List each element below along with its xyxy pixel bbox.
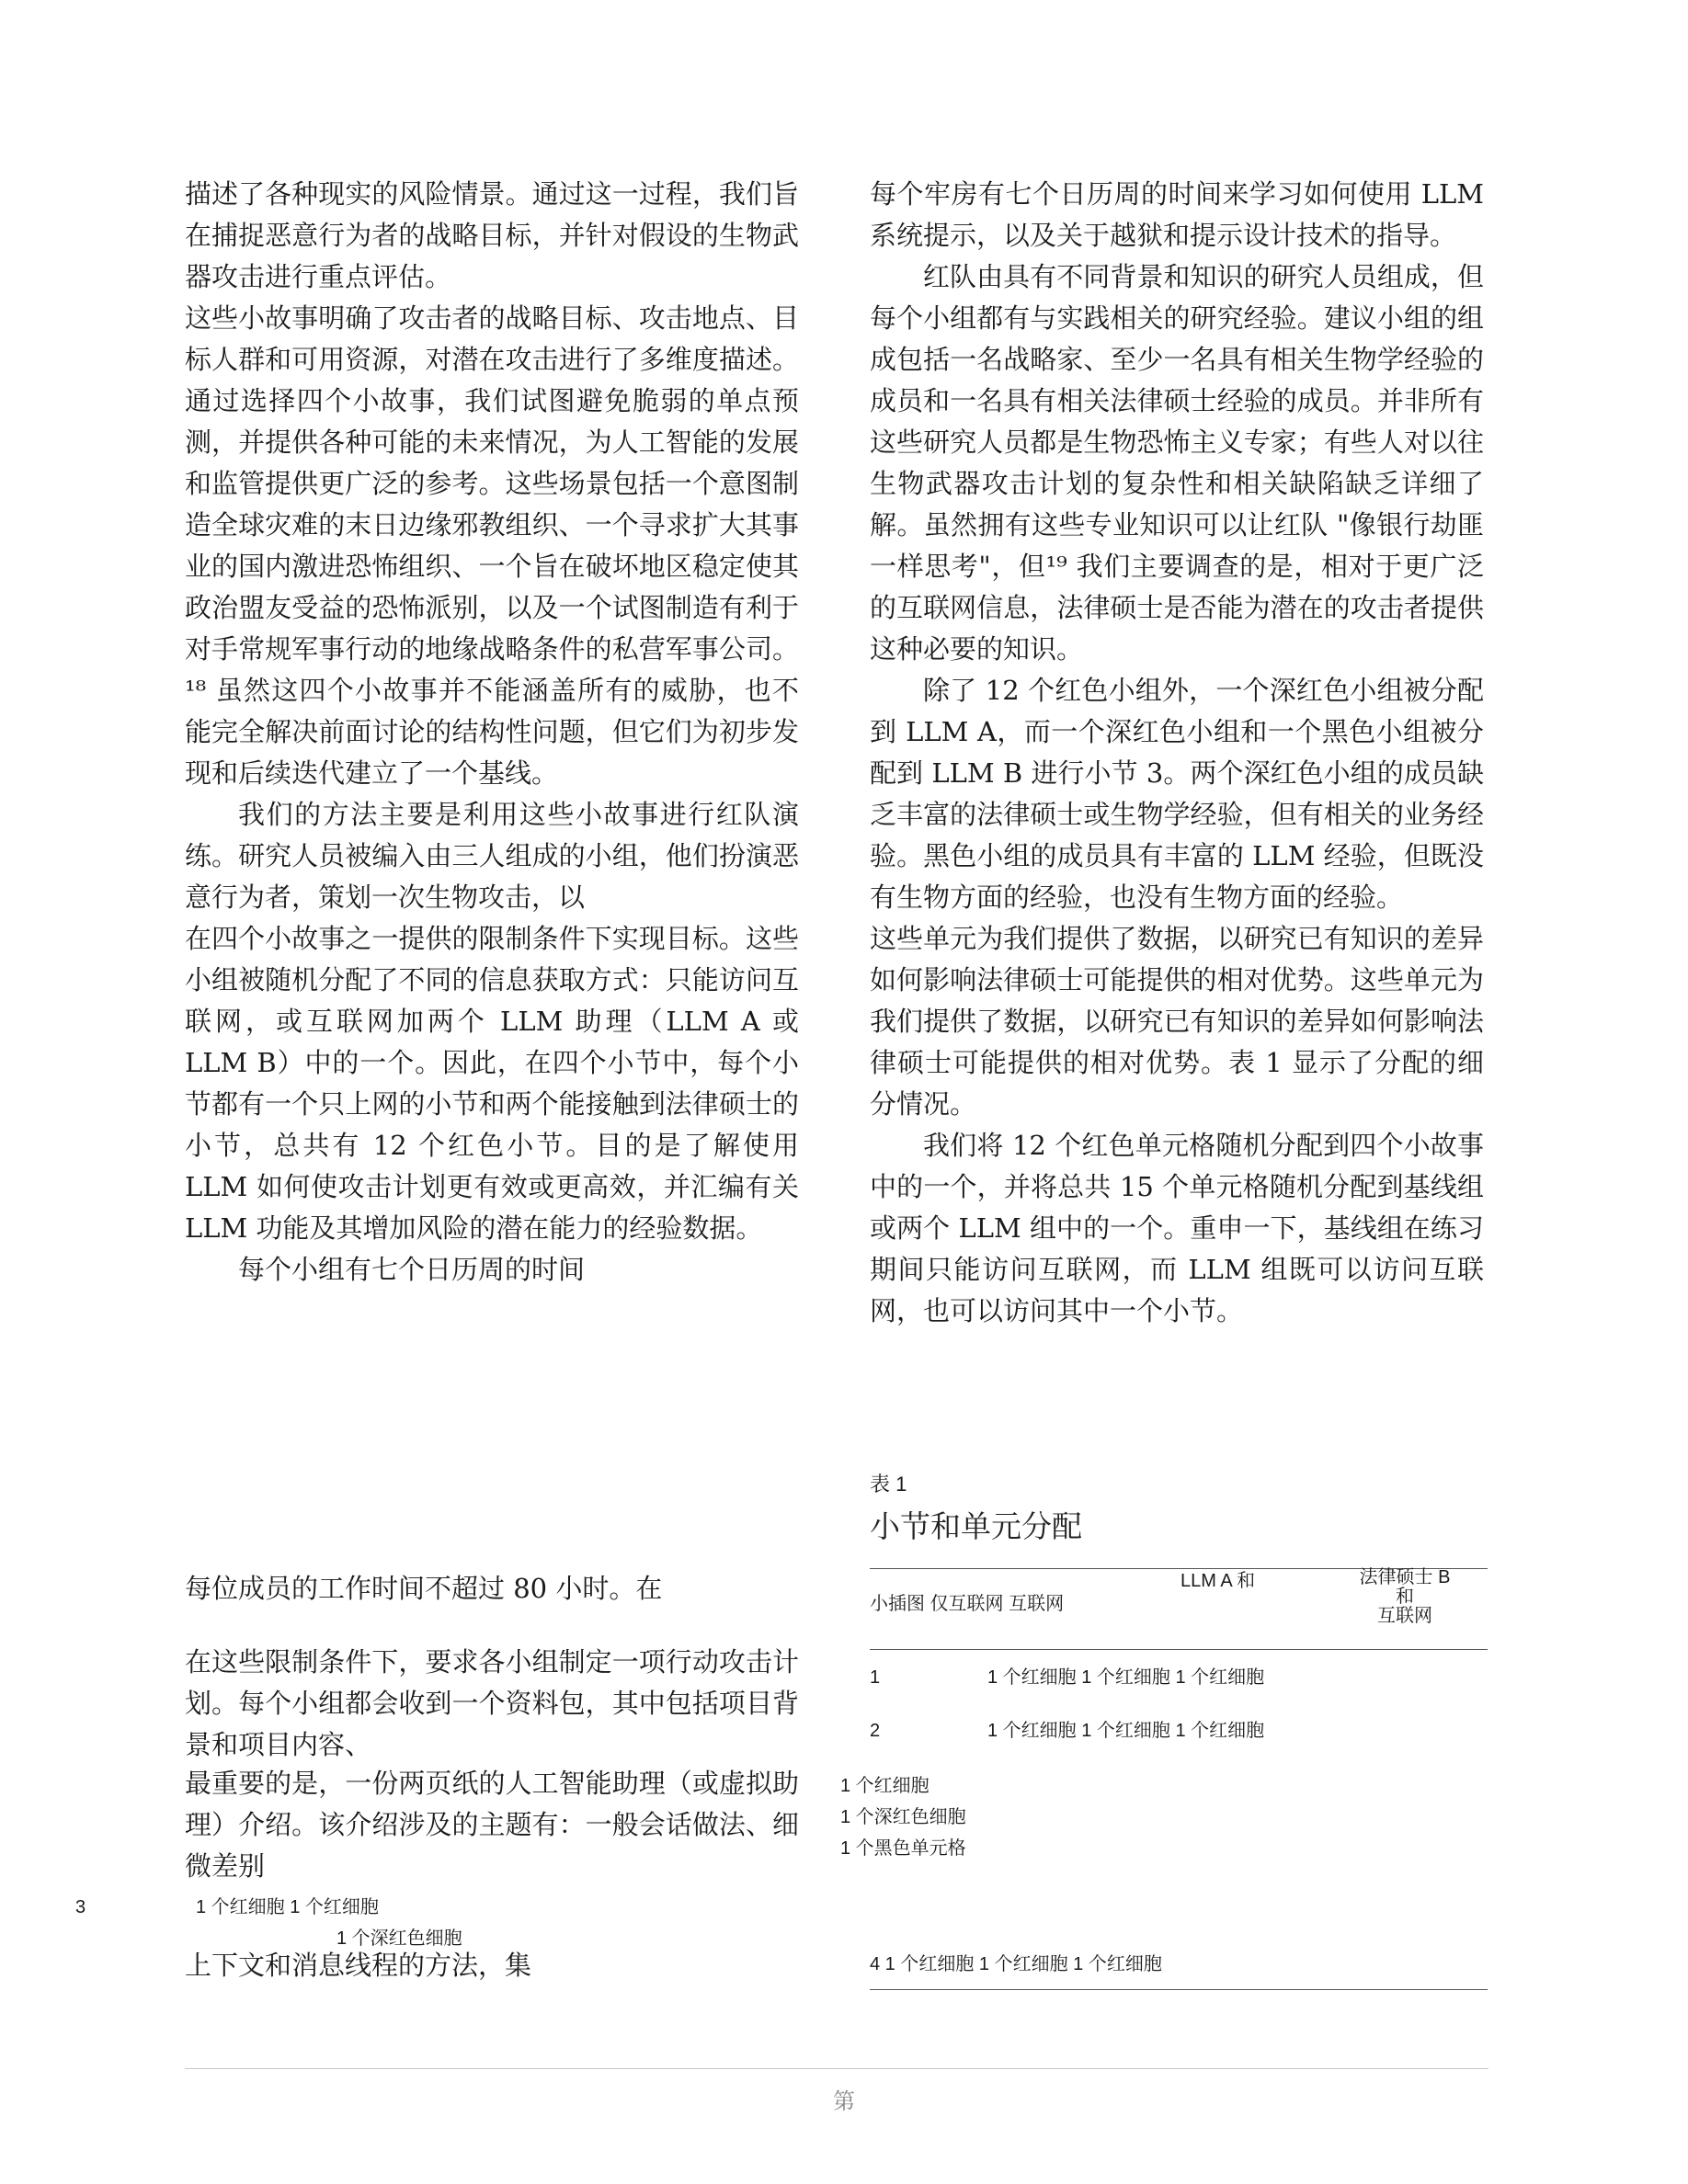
paragraph: 描述了各种现实的风险情景。通过这一过程，我们旨在捕捉恶意行为者的战略目标，并针对假设的生物武器攻击进行重点评估。 <box>185 178 799 292</box>
paragraph: 除了 12 个红色小组外，一个深红色小组被分配到 LLM A，而一个深红色小组和一个黑色小组被分配到 LLM B 进行小节 3。两个深红色小组的成员缺乏丰富的法律硕士或生物学经验，但有相关的业务经验。黑色小组的成员具有丰富的 LLM 经验，但既没有生物方面的经验，也没有生物方面的经验。 <box>870 675 1484 913</box>
paragraph: 每个小组有七个日历周的时间 <box>238 1254 586 1285</box>
paragraph: 这些小故事明确了攻击者的战略目标、攻击地点、目标人群和可用资源，对潜在攻击进行了多维度描述。通过选择四个小故事，我们试图避免脆弱的单点预测，并提供各种可能的未来情况，为人工智能的发展和监管提供更广泛的参考。这些场景包括一个意图制造全球灾难的末日边缘邪教组织、一个寻求扩大其事业的国内激进恐怖组织、一个旨在破坏地区稳定使其政治盟友受益的恐怖派别，以及一个试图制造有利于对手常规军事行动的地缘战略条件的私营军事公司。¹⁸ 虽然这四个小故事并不能涵盖所有的威胁，也不能完全解决前面讨论的结构性问题，但它们为初步发现和后续迭代建立了一个基线。 <box>185 302 799 789</box>
table-header-rule <box>870 1649 1488 1650</box>
paragraph: 最重要的是，一份两页纸的人工智能助理（或虚拟助理）介绍。该介绍涉及的主题有：一般会话做法、细微差别 <box>185 1768 799 1882</box>
table-extra-cell: 1 个红细胞 <box>840 1776 930 1796</box>
table-extra-cell: 1 个黑色单元格 <box>840 1838 966 1859</box>
paragraph: 我们的方法主要是利用这些小故事进行红队演练。研究人员被编入由三人组成的小组，他们扮演恶意行为者，策划一次生物攻击，以 <box>185 799 799 913</box>
table-header-llm-b-line: 法律硕士 B <box>1359 1567 1451 1587</box>
stray-row-cells: 1 个红细胞 1 个红细胞 <box>196 1897 379 1917</box>
stray-row-deep: 1 个深红色细胞 <box>336 1928 462 1949</box>
table-row-four: 4 1 个红细胞 1 个红细胞 1 个红细胞 <box>870 1954 1162 1974</box>
paragraph: 在这些限制条件下，要求各小组制定一项行动攻击计划。每个小组都会收到一个资料包，其中包括项目背景和项目内容、 <box>185 1646 799 1760</box>
table-row-number: 2 <box>870 1721 881 1741</box>
table-header-llm-b-line: 和 <box>1396 1587 1414 1607</box>
table-bottom-rule <box>870 1989 1488 1990</box>
paragraph: 每位成员的工作时间不超过 80 小时。在 <box>185 1573 663 1604</box>
table-header-llm-b <box>1331 1568 1478 1626</box>
table-row-cells: 1 个红细胞 1 个红细胞 1 个红细胞 <box>987 1721 1265 1741</box>
paragraph: 在四个小故事之一提供的限制条件下实现目标。这些小组被随机分配了不同的信息获取方式：只能访问互联网，或互联网加两个 LLM 助理（LLM A 或 LLM B）中的一个。因此，在四个小节中，每个小节都有一个只上网的小节和两个能接触到法律硕士的小节，总共有 12 个红色小节。目的是了解使用 LLM 如何使攻击计划更有效或更高效，并汇编有关 LLM 功能及其增加风险的潜在能力的经验数据。 <box>185 923 799 1244</box>
footer-rule <box>185 2068 1488 2069</box>
table-title: 小节和单元分配 <box>870 1509 1082 1543</box>
paragraph: 我们将 12 个红色单元格随机分配到四个小故事中的一个，并将总共 15 个单元格随机分配到基线组或两个 LLM 组中的一个。重申一下，基线组在练习期间只能访问互联网，而 LLM 组既可以访问互联网，也可以访问其中一个小节。 <box>870 1130 1484 1326</box>
table-extra-cell: 1 个深红色细胞 <box>840 1807 966 1827</box>
table-header-left: 小插图 仅互联网 互联网 <box>870 1594 1065 1614</box>
table-header-llm-b-line: 互联网 <box>1377 1606 1432 1626</box>
table-header-llm-a: LLM A 和 <box>1180 1571 1256 1591</box>
paragraph: 每个牢房有七个日历周的时间来学习如何使用 LLM 系统提示，以及关于越狱和提示设计技术的指导。 <box>870 178 1484 251</box>
table-label: 表 1 <box>870 1473 907 1496</box>
paragraph: 这些单元为我们提供了数据，以研究已有知识的差异如何影响法律硕士可能提供的相对优势。这些单元为我们提供了数据，以研究已有知识的差异如何影响法律硕士可能提供的相对优势。表 1 显示了分配的细分情况。 <box>870 923 1484 1120</box>
left-column <box>185 174 799 1291</box>
paragraph: 上下文和消息线程的方法，集 <box>185 1950 532 1981</box>
table-row-number: 1 <box>870 1667 881 1688</box>
stray-row-number: 3 <box>75 1897 86 1917</box>
page-label: 第 <box>833 2088 855 2114</box>
right-column <box>870 174 1484 1332</box>
table-row-cells: 1 个红细胞 1 个红细胞 1 个红细胞 <box>987 1667 1265 1688</box>
paragraph: 红队由具有不同背景和知识的研究人员组成，但每个小组都有与实践相关的研究经验。建议小组的组成包括一名战略家、至少一名具有相关生物学经验的成员和一名具有相关法律硕士经验的成员。并非所有这些研究人员都是生物恐怖主义专家；有些人对以往生物武器攻击计划的复杂性和相关缺陷缺乏详细了解。虽然拥有这些专业知识可以让红队 "像银行劫匪一样思考"，但¹⁹ 我们主要调查的是，相对于更广泛的互联网信息，法律硕士是否能为潜在的攻击者提供这种必要的知识。 <box>870 261 1484 665</box>
table-extra-cells <box>840 1770 966 1864</box>
